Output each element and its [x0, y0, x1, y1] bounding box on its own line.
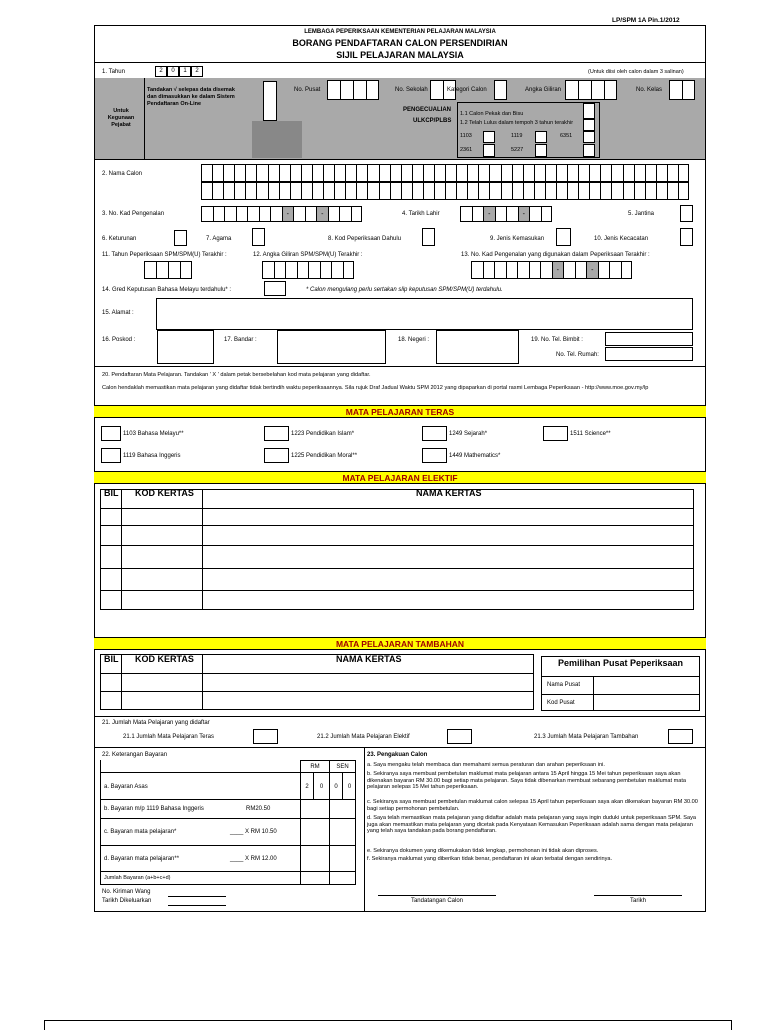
char-box[interactable]: - — [483, 206, 495, 222]
char-box[interactable] — [623, 164, 634, 182]
char-box[interactable] — [256, 182, 267, 200]
char-box[interactable] — [343, 261, 355, 279]
tahun-digit: 2 — [191, 66, 203, 77]
char-box[interactable] — [529, 261, 541, 279]
char-box[interactable] — [245, 182, 256, 200]
pengecualian-2-checkbox[interactable] — [583, 119, 595, 131]
tahun-digit: 2 — [155, 66, 167, 77]
negeri-field[interactable] — [436, 330, 519, 364]
char-box[interactable] — [201, 206, 213, 222]
char-box[interactable] — [512, 182, 523, 200]
char-box[interactable] — [534, 182, 545, 200]
gred-bm-box[interactable] — [264, 281, 286, 296]
char-box[interactable] — [556, 164, 567, 182]
kad-pengenalan-boxes[interactable] — [201, 206, 362, 222]
keturunan-box[interactable] — [174, 230, 187, 246]
char-box[interactable] — [645, 182, 656, 200]
asas-digit: 0 — [319, 784, 324, 790]
teras-checkbox-1223[interactable] — [264, 426, 289, 441]
char-box[interactable] — [483, 261, 495, 279]
char-box[interactable]: - — [586, 261, 598, 279]
char-box[interactable] — [268, 164, 279, 182]
char-box[interactable] — [534, 164, 545, 182]
char-box[interactable] — [529, 206, 541, 222]
teras-checkbox-1225[interactable] — [264, 448, 289, 463]
char-box[interactable] — [279, 164, 290, 182]
char-box[interactable] — [567, 164, 578, 182]
char-box[interactable] — [600, 164, 611, 182]
char-box[interactable] — [245, 164, 256, 182]
poskod-field[interactable] — [157, 330, 214, 364]
char-box[interactable] — [540, 261, 552, 279]
teras-checkbox-1103[interactable] — [101, 426, 121, 441]
char-box[interactable] — [645, 164, 656, 182]
angka-spm-boxes[interactable] — [262, 261, 354, 279]
char-box[interactable] — [678, 164, 689, 182]
alamat-field[interactable] — [156, 298, 693, 330]
char-box[interactable] — [234, 182, 245, 200]
char-box[interactable] — [656, 182, 667, 200]
char-box[interactable] — [367, 164, 378, 182]
kad-spm-boxes[interactable] — [471, 261, 632, 279]
char-box[interactable] — [434, 164, 445, 182]
char-box[interactable] — [423, 164, 434, 182]
char-box[interactable] — [323, 164, 334, 182]
char-box[interactable] — [495, 206, 507, 222]
char-box[interactable] — [356, 182, 367, 200]
char-box[interactable] — [234, 164, 245, 182]
agama-box[interactable] — [252, 228, 265, 246]
char-box[interactable] — [290, 182, 301, 200]
char-box[interactable] — [390, 164, 401, 182]
char-box[interactable] — [301, 182, 312, 200]
char-box[interactable] — [609, 261, 621, 279]
char-box[interactable] — [401, 182, 412, 200]
char-box[interactable] — [201, 182, 212, 200]
char-box[interactable] — [634, 182, 645, 200]
char-box[interactable] — [345, 182, 356, 200]
tarikh-label: Tarikh — [629, 898, 646, 904]
char-box[interactable] — [328, 206, 340, 222]
char-box[interactable] — [345, 164, 356, 182]
char-box[interactable] — [268, 182, 279, 200]
asas-digit: 2 — [305, 784, 309, 790]
char-box[interactable] — [517, 261, 529, 279]
char-box[interactable] — [274, 261, 286, 279]
form-title: BORANG PENDAFTARAN CALON PERSENDIRIAN — [292, 38, 508, 48]
char-box[interactable] — [339, 206, 351, 222]
char-box[interactable] — [445, 182, 456, 200]
char-box[interactable] — [545, 164, 556, 182]
char-box[interactable] — [367, 182, 378, 200]
char-box[interactable] — [213, 206, 225, 222]
char-box[interactable] — [256, 164, 267, 182]
teras-checkbox-1449[interactable] — [422, 448, 447, 463]
char-box[interactable] — [423, 182, 434, 200]
char-box[interactable] — [334, 164, 345, 182]
tel-bimbit-field[interactable] — [605, 332, 693, 346]
char-box[interactable] — [506, 261, 518, 279]
nama-row-1[interactable] — [201, 164, 689, 182]
teras-title: MATA PELAJARAN TERAS — [94, 405, 706, 418]
office-instruction: Tandakan √ selepas data disemak — [147, 87, 235, 93]
char-box[interactable] — [236, 206, 248, 222]
jumlah-teras-box[interactable] — [253, 729, 278, 744]
char-box[interactable] — [297, 261, 309, 279]
char-box[interactable]: - — [518, 206, 530, 222]
char-box[interactable] — [334, 182, 345, 200]
tandatangan-field[interactable] — [378, 880, 496, 895]
char-box[interactable] — [611, 164, 622, 182]
char-box[interactable] — [563, 261, 575, 279]
char-box[interactable] — [270, 206, 282, 222]
jumlah-tambahan-box[interactable] — [668, 729, 693, 744]
tahun-label: 1. Tahun — [102, 69, 125, 75]
char-box[interactable]: - — [552, 261, 564, 279]
jantina-box[interactable] — [680, 205, 693, 222]
tarikh-field[interactable] — [594, 880, 682, 895]
char-box[interactable] — [623, 182, 634, 200]
char-box[interactable] — [541, 206, 553, 222]
char-box[interactable] — [667, 182, 678, 200]
char-box[interactable] — [356, 164, 367, 182]
semak-checkbox[interactable] — [263, 81, 277, 121]
char-box[interactable] — [223, 182, 234, 200]
char-box[interactable] — [523, 164, 534, 182]
char-box[interactable] — [331, 261, 343, 279]
char-box[interactable] — [201, 164, 212, 182]
char-box[interactable] — [472, 206, 484, 222]
char-box[interactable]: - — [316, 206, 328, 222]
angka-giliran-boxes[interactable] — [565, 80, 617, 100]
asas-digit: 0 — [334, 784, 338, 790]
tarikh-lahir-boxes[interactable] — [460, 206, 552, 222]
form-subtitle: SIJIL PELAJARAN MALAYSIA — [336, 50, 464, 60]
char-box[interactable] — [412, 182, 423, 200]
char-box[interactable] — [323, 182, 334, 200]
char-box[interactable] — [667, 164, 678, 182]
char-box[interactable] — [621, 261, 633, 279]
char-box[interactable] — [578, 182, 589, 200]
char-box[interactable] — [556, 182, 567, 200]
char-box[interactable] — [489, 164, 500, 182]
char-box[interactable] — [456, 182, 467, 200]
char-box[interactable] — [247, 206, 259, 222]
char-box[interactable] — [212, 164, 223, 182]
char-box[interactable] — [308, 261, 320, 279]
char-box[interactable] — [180, 261, 192, 279]
char-box[interactable] — [212, 182, 223, 200]
nama-pusat-field[interactable] — [594, 677, 699, 693]
char-box[interactable] — [351, 206, 363, 222]
tandatangan-label: Tandatangan Calon — [410, 898, 464, 904]
form-code: LP/SPM 1A Pin.1/2012 — [612, 17, 680, 24]
tambahan-title: MATA PELAJARAN TAMBAHAN — [94, 637, 706, 650]
pengecualian-1-checkbox[interactable] — [583, 103, 595, 119]
tahun-digit: 0 — [167, 66, 179, 77]
char-box[interactable] — [168, 261, 180, 279]
char-box[interactable] — [523, 182, 534, 200]
char-box[interactable] — [379, 182, 390, 200]
jumlah-elektif-box[interactable] — [447, 729, 472, 744]
char-box[interactable] — [501, 182, 512, 200]
char-box[interactable] — [506, 206, 518, 222]
char-box[interactable] — [598, 261, 610, 279]
teras-checkbox-1511[interactable] — [543, 426, 568, 441]
office-use-label: Untuk Kegunaan Pejabat — [107, 108, 135, 128]
char-box[interactable] — [471, 261, 483, 279]
kod-dahulu-box[interactable] — [422, 228, 435, 246]
char-box[interactable] — [285, 261, 297, 279]
tahun-spm-boxes[interactable] — [144, 261, 192, 279]
char-box[interactable] — [600, 182, 611, 200]
char-box[interactable] — [223, 164, 234, 182]
char-box[interactable] — [478, 182, 489, 200]
char-box[interactable] — [434, 182, 445, 200]
char-box[interactable] — [578, 164, 589, 182]
char-box[interactable] — [401, 164, 412, 182]
char-box[interactable] — [390, 182, 401, 200]
char-box[interactable] — [489, 182, 500, 200]
no-pusat-boxes[interactable] — [327, 80, 379, 100]
char-box[interactable] — [156, 261, 168, 279]
section20-note: Calon hendaklah memastikan mata pelajaran yang didaftar tidak bertindih waktu peperiksaannya. Sila rujuk Draf Jadual Waktu SPM 2012 yang dipaparkan di portal rasmi Lembaga Peperiksaan - http://www.moe.gov.my/lp — [102, 385, 649, 391]
bandar-field[interactable] — [277, 330, 386, 364]
jenis-kecacatan-box[interactable] — [680, 228, 693, 246]
char-box[interactable] — [575, 261, 587, 279]
char-box[interactable] — [589, 164, 600, 182]
char-box[interactable] — [678, 182, 689, 200]
char-box[interactable] — [262, 261, 274, 279]
nama-row-2[interactable] — [201, 182, 689, 200]
no-kelas-boxes[interactable] — [669, 80, 695, 100]
char-box[interactable] — [456, 164, 467, 182]
jenis-kemasukan-box[interactable] — [556, 228, 571, 246]
teras-checkbox-1119[interactable] — [101, 448, 121, 463]
char-box[interactable] — [320, 261, 332, 279]
char-box[interactable] — [545, 182, 556, 200]
char-box[interactable] — [144, 261, 156, 279]
char-box[interactable]: - — [282, 206, 294, 222]
asas-digit: 0 — [347, 784, 352, 790]
char-box[interactable] — [290, 164, 301, 182]
tahun-note: (Untuk diisi oleh calon dalam 3 salinan) — [588, 69, 684, 75]
tahun-digit: 1 — [179, 66, 191, 77]
char-box[interactable] — [567, 182, 578, 200]
char-box[interactable] — [445, 164, 456, 182]
char-box[interactable] — [611, 182, 622, 200]
char-box[interactable] — [293, 206, 305, 222]
next-page-frame — [44, 1020, 732, 1030]
char-box[interactable] — [501, 164, 512, 182]
char-box[interactable] — [301, 164, 312, 182]
kod-pusat-field[interactable] — [594, 695, 699, 710]
char-box[interactable] — [305, 206, 317, 222]
char-box[interactable] — [478, 164, 489, 182]
char-box[interactable] — [312, 164, 323, 182]
char-box[interactable] — [259, 206, 271, 222]
teras-checkbox-1249[interactable] — [422, 426, 447, 441]
char-box[interactable] — [467, 164, 478, 182]
elektif-title: MATA PELAJARAN ELEKTIF — [94, 471, 706, 484]
char-box[interactable] — [412, 164, 423, 182]
char-box[interactable] — [224, 206, 236, 222]
char-box[interactable] — [460, 206, 472, 222]
char-box[interactable] — [279, 182, 290, 200]
char-box[interactable] — [589, 182, 600, 200]
char-box[interactable] — [494, 261, 506, 279]
agency-name: LEMBAGA PEPERIKSAAN KEMENTERIAN PELAJARAN MALAYSIA — [304, 29, 496, 35]
char-box[interactable] — [312, 182, 323, 200]
char-box[interactable] — [634, 164, 645, 182]
bayaran-table — [100, 760, 356, 885]
kategori-box[interactable] — [494, 80, 507, 100]
char-box[interactable] — [656, 164, 667, 182]
char-box[interactable] — [512, 164, 523, 182]
char-box[interactable] — [467, 182, 478, 200]
char-box[interactable] — [379, 164, 390, 182]
tel-rumah-field[interactable] — [605, 347, 693, 361]
